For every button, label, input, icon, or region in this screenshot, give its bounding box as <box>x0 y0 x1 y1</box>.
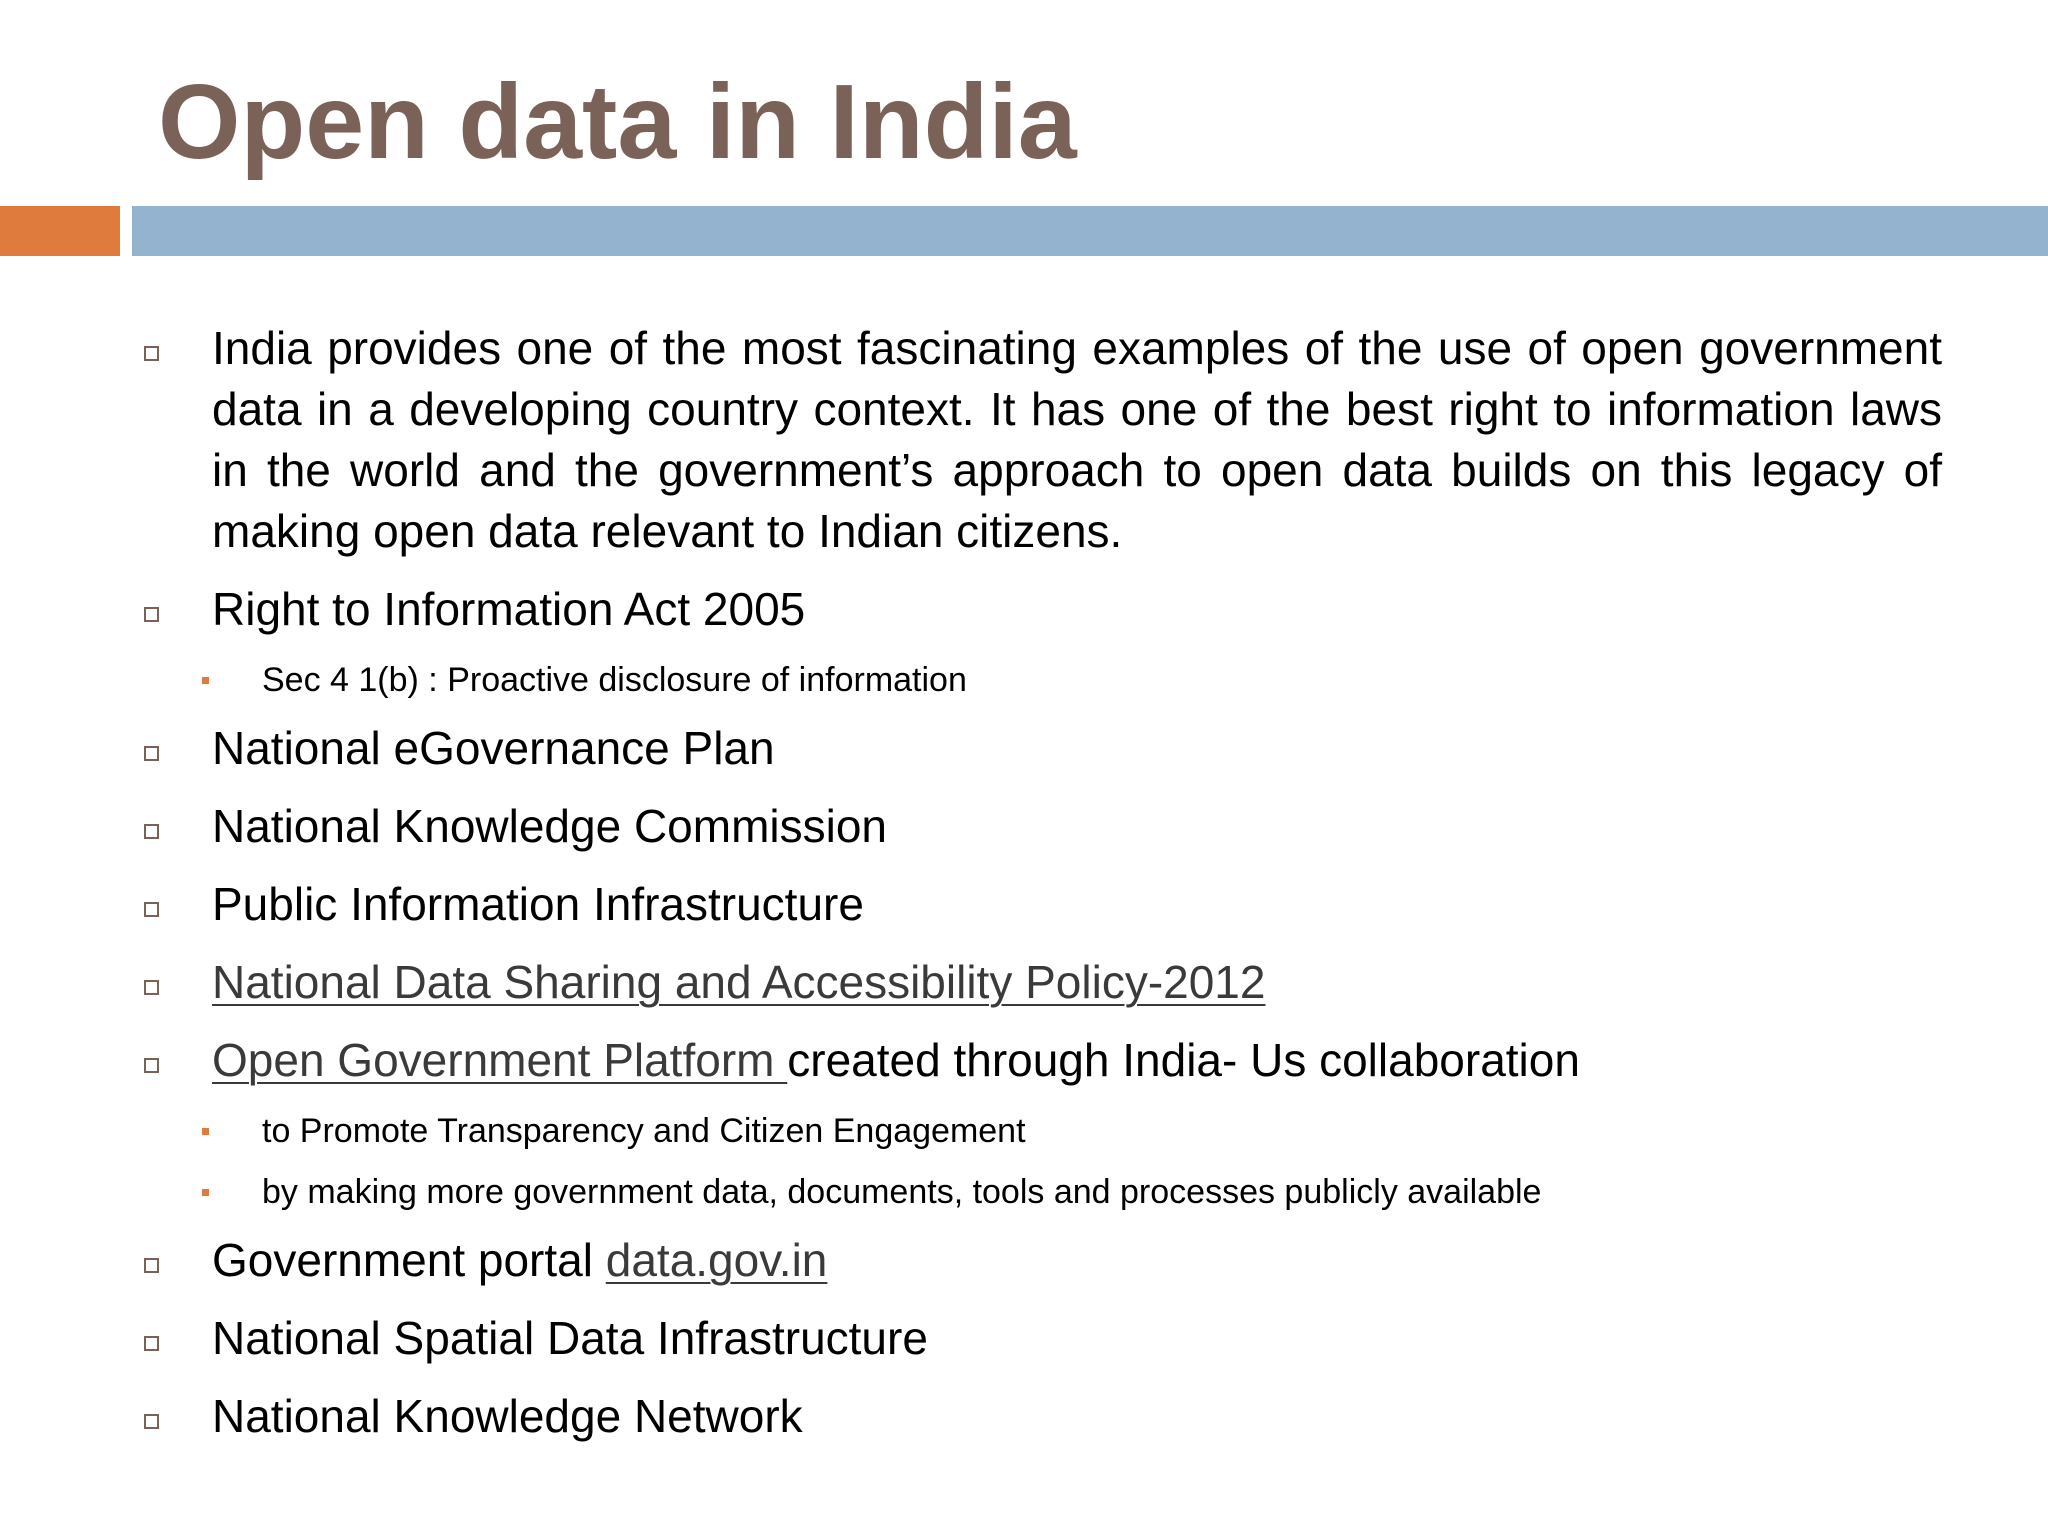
accent-bar-blue <box>132 206 2048 256</box>
square-bullet-icon <box>144 902 159 917</box>
bullet-text: Public Information Infrastructure <box>212 878 864 930</box>
small-square-bullet-icon <box>202 677 209 684</box>
subbullet-text: Sec 4 1(b) : Proactive disclosure of information <box>262 661 967 699</box>
bullet-text: created through India- Us collaboration <box>787 1034 1580 1086</box>
square-bullet-icon <box>144 746 159 761</box>
bullet-negp <box>0 718 1942 779</box>
bullet-text: Government portal <box>212 1234 606 1286</box>
subbullet-rti <box>0 657 2048 703</box>
subbullet-text: by making more government data, documents, tools and processes publicly available <box>262 1173 1542 1211</box>
square-bullet-icon <box>144 607 159 622</box>
slide-title: Open data in India <box>158 63 1077 181</box>
bullet-nkc <box>0 796 1942 857</box>
square-bullet-icon <box>144 1058 159 1073</box>
bullet-ndsap <box>0 952 1942 1013</box>
square-bullet-icon <box>144 980 159 995</box>
data-gov-link[interactable]: data.gov.in <box>605 1234 828 1286</box>
subbullet-ogp-1 <box>0 1108 2048 1154</box>
bullet-list <box>0 318 2048 1464</box>
bullet-text: National Knowledge Commission <box>212 800 887 852</box>
square-bullet-icon <box>144 824 159 839</box>
bullet-portal <box>0 1230 1942 1291</box>
bullet-pii <box>0 874 1942 935</box>
bullet-text: National Spatial Data Infrastructure <box>212 1312 928 1364</box>
small-square-bullet-icon <box>202 1128 209 1135</box>
bullet-nsdi <box>0 1308 1942 1369</box>
subbullet-ogp-2 <box>0 1169 2048 1215</box>
bullet-text: India provides one of the most fascinating examples of the use of open government data in a developing country context. It has one of the best right to information laws in the world and the government’s approach to open data builds on this legacy of making open data relevant to Indian citizens. <box>212 322 1942 557</box>
bullet-nkn <box>0 1386 1942 1447</box>
accent-bar-orange <box>0 206 120 256</box>
ndsap-link[interactable]: National Data Sharing and Accessibility Policy-2012 <box>212 956 1266 1008</box>
small-square-bullet-icon <box>202 1189 209 1196</box>
bullet-text: Right to Information Act 2005 <box>212 583 806 635</box>
square-bullet-icon <box>144 346 159 361</box>
ogp-link[interactable]: Open Government Platform <box>212 1034 788 1086</box>
square-bullet-icon <box>144 1414 159 1429</box>
square-bullet-icon <box>144 1258 159 1273</box>
bullet-rti-act <box>0 579 1942 640</box>
bullet-ogp <box>0 1030 1942 1091</box>
bullet-intro <box>0 318 1942 562</box>
subbullet-text: to Promote Transparency and Citizen Engagement <box>262 1112 1026 1150</box>
bullet-text: National eGovernance Plan <box>212 722 775 774</box>
square-bullet-icon <box>144 1336 159 1351</box>
bullet-text: National Knowledge Network <box>212 1390 803 1442</box>
